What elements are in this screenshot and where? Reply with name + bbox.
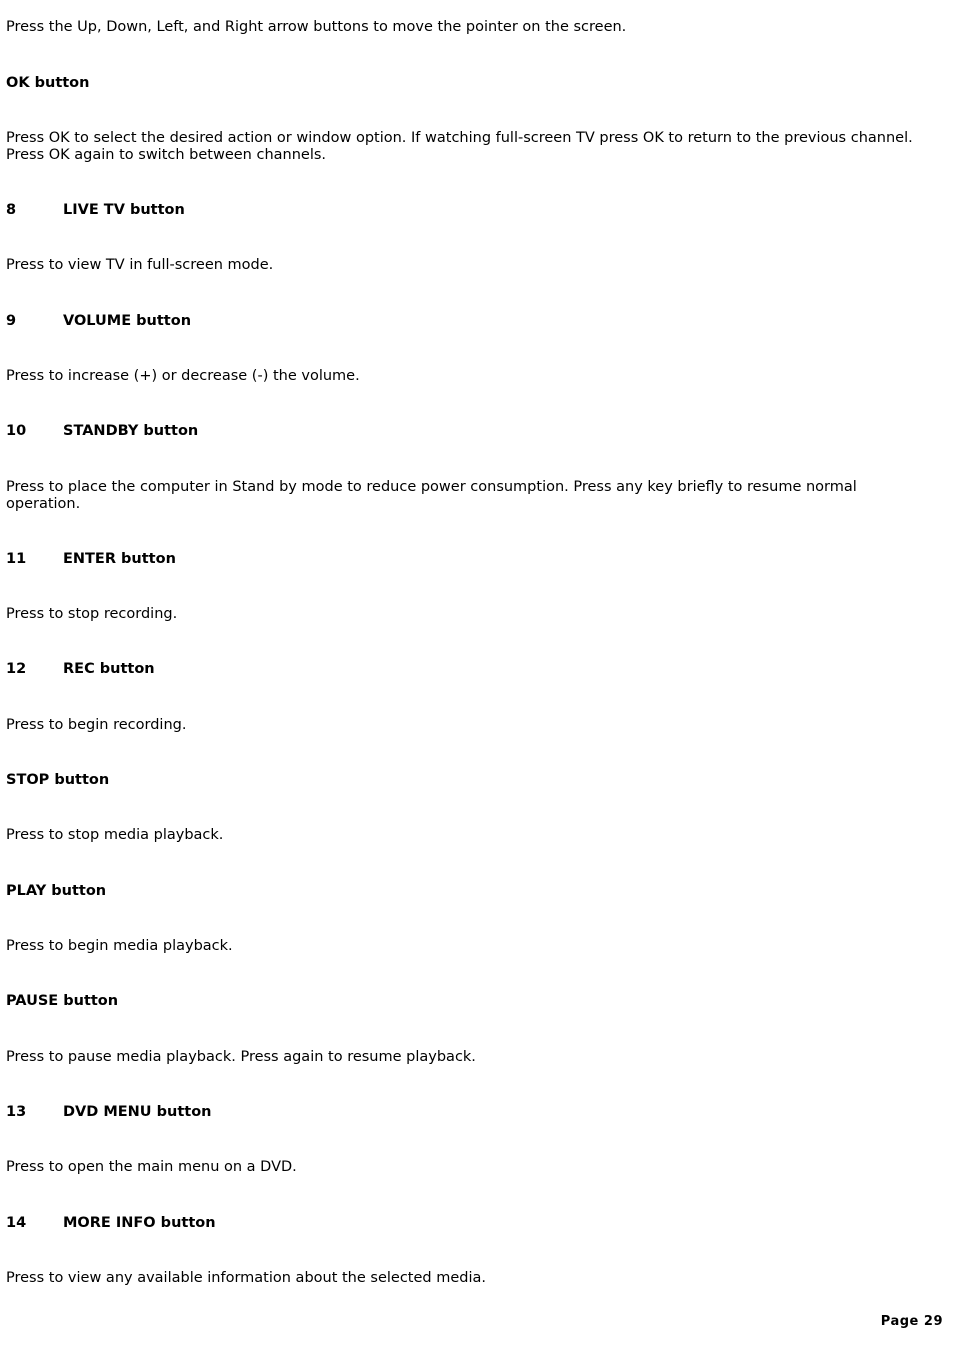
heading-dvd-menu-button [6,1104,914,1121]
heading-title: DVD MENU button [63,1104,212,1120]
heading-pause-button [6,993,914,1010]
heading-play-button [6,883,914,900]
heading-live-tv-button [6,202,914,219]
heading-more-info-button [6,1215,914,1232]
heading-number: 13 [6,1104,27,1120]
heading-title: LIVE TV button [63,202,185,218]
desc-volume-button: Press to increase (+) or decrease (-) the volume. [6,368,360,384]
desc-dvd-menu-button: Press to open the main menu on a DVD. [6,1159,297,1175]
desc-stop-button: Press to stop media playback. [6,827,224,843]
desc-ok-button: Press OK to select the desired action or window option. If watching full-screen TV press OK to return to the previous channel. Press OK again to switch between channels. [6,130,913,163]
heading-title: PLAY button [6,883,107,899]
heading-title: REC button [63,661,155,677]
heading-number: 14 [6,1215,27,1231]
heading-ok-button [6,75,914,92]
heading-number: 10 [6,423,27,439]
heading-volume-button [6,313,914,330]
heading-title: PAUSE button [6,993,119,1009]
heading-number: 12 [6,661,27,677]
desc-standby-button: Press to place the computer in Stand by mode to reduce power consumption. Press any key briefly to resume normal operation. [6,479,857,512]
heading-title: VOLUME button [63,313,192,329]
heading-number: 9 [6,313,17,329]
heading-standby-button [6,423,914,440]
desc-rec-button: Press to begin recording. [6,717,187,733]
heading-number: 8 [6,202,17,218]
desc-play-button: Press to begin media playback. [6,938,233,954]
heading-number: 11 [6,551,27,567]
intro-text: Press the Up, Down, Left, and Right arrow buttons to move the pointer on the screen. [6,19,627,35]
heading-rec-button [6,661,914,678]
heading-title: MORE INFO button [63,1215,216,1231]
desc-more-info-button: Press to view any available information about the selected media. [6,1270,486,1286]
heading-title: STOP button [6,772,110,788]
heading-enter-button [6,551,914,568]
heading-title: OK button [6,75,90,91]
desc-enter-button: Press to stop recording. [6,606,178,622]
heading-title: ENTER button [63,551,176,567]
heading-stop-button [6,772,914,789]
page-number: Page 29 [880,1314,943,1329]
heading-title: STANDBY button [63,423,199,439]
desc-pause-button: Press to pause media playback. Press again to resume playback. [6,1049,476,1065]
desc-live-tv-button: Press to view TV in full-screen mode. [6,257,274,273]
